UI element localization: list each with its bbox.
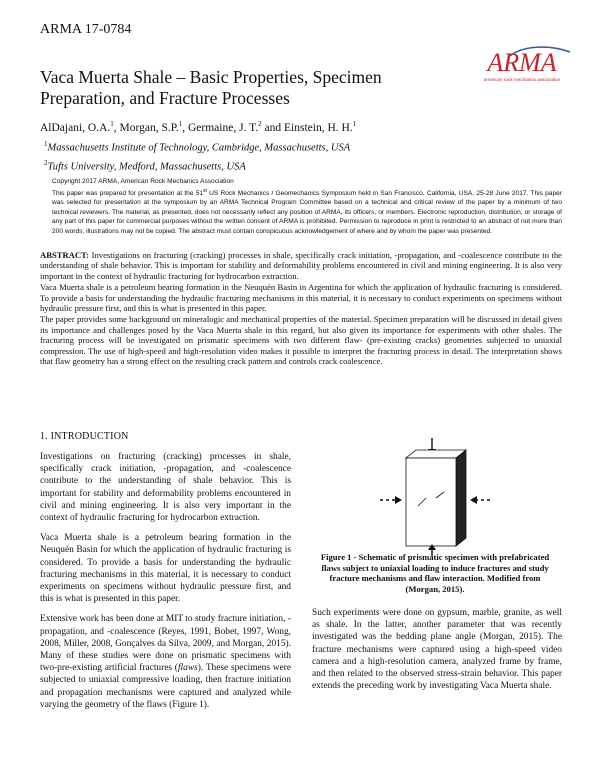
body-paragraph: Such experiments were done on gypsum, marble, granite, as well as shale. In the latter, another parameter that was recently investigated was the bedding plane angle (Morgan, 2015). The fracture mechanisms were captured using a high-speed video camera and a high-resolution camera, analyzed frame by frame, and then related to the observed stress-strain behavior. This paper extends the preceding work by investigating Vaca Muerta shale. [312, 608, 562, 692]
figure-1 [310, 436, 562, 558]
confining-arrow-left-head [395, 496, 402, 504]
abstract-paragraph: The paper provides some background on mineralogic and mechanical properties of the material. Specimen preparation will be discussed in detail given its importance and challenges posed by the Vaca Muerta shale in this regard, but also given its importance for experiments with other shales. The fracturing process will be investigated on prismatic specimens with two different flaw- (pre-existing cracks) geometries subjected to uniaxial compression. The use of high-speed and high-resolution video makes it possible to interpret the fracturing process in detail. The interpretation shows that flaw geometry has a strong effect on the resulting crack pattern and controls crack coalescence. [40, 314, 562, 367]
confining-arrow-right-head [470, 496, 477, 504]
section-heading: 1. INTRODUCTION [40, 431, 129, 442]
author: AlDajani, O.A. [40, 121, 111, 134]
author: Einstein, H. H. [284, 121, 353, 134]
affiliation: $^1$Massachusetts Institute of Technology, Cambridge, Massachusetts, USA [44, 140, 351, 154]
arma-logo-graphic [470, 44, 574, 84]
affiliations [44, 137, 564, 174]
author-affiliation-mark: 1 [110, 120, 114, 128]
copyright-text: This paper was prepared for presentation at the 51st US Rock Mechanics / Geomechanics Symposium held in San Francisco, California, USA, 25-28 June 2017. This paper was selected for presentation at the symposium by an ARMA Technical Program Committee based on a technical and critical review of the paper by a minimum of two technical reviewers. The material, as presented, does not necessarily reflect any position of ARMA, its officers, or members. Electronic reproduction, distribution, or storage of any part of this paper for commercial purposes without the written consent of ARMA is prohibited. Permission to reproduce in print is restricted to an abstract of not more than 200 words; illustrations may not be copied. The abstract must contain conspicuous acknowledgement of where and by whom the paper was presented. [52, 187, 562, 235]
right-column [312, 607, 562, 692]
author-list: AlDajani, O.A.$^1$, Morgan, S.P.$^1$, Germaine, J. T.$^2$ and Einstein, H. H.$^1$ [40, 120, 357, 134]
author-affiliation-mark: 2 [258, 120, 262, 128]
abstract-paragraph: ABSTRACT: Investigations on fracturing (cracking) processes in shale, specifically crack initiation, -propagation, and -coalescence contribute to the understanding of shale behavior. This is important for stability and deformability problems encountered in civil and mining engineering. It is also very important in the context of hydraulic fracturing for hydrocarbon extraction. [40, 250, 562, 281]
svg-text:ARMA: ARMA [487, 48, 557, 77]
specimen-side-face [456, 450, 466, 546]
paper-id: ARMA 17-0784 [40, 22, 132, 37]
abstract [40, 250, 562, 367]
svg-text:american rock mechanics associ: american rock mechanics association [483, 77, 561, 82]
body-paragraph: Extensive work has been done at MIT to study fracture initiation, -propagation, and -coalescence (Reyes, 1991, Bobet, 1997, Wong, 2008, Miller, 2008, Gonçalves da Silva, 2009, and Morgan, 2015). Many of these studies were done on prismatic specimens with two-pre-existing artificial fractures (flaws). These specimens were subjected to uniaxial compressive loading, then fracture initiation and propagation mechanisms were captured and analyzed while varying the geometry of the flaws (Figure 1). [40, 614, 292, 710]
abstract-paragraph: Vaca Muerta shale is a petroleum bearing formation in the Neuquén Basin in Argentina for which the application of hydraulic fracturing is considered. To provide a basis for understanding the hydraulic fracturing mechanisms in this material, it is necessary to conduct experiments on specimens without hydraulic pressure first, and this is what is presented in this paper. [40, 282, 562, 314]
specimen-front-face [406, 458, 456, 546]
specimen-schematic [310, 436, 562, 558]
arma-logo [470, 44, 574, 84]
author-affiliation-mark: 1 [178, 120, 183, 128]
author-affiliation-mark: 1 [352, 120, 357, 128]
copyright-line: Copyright 2017 ARMA, American Rock Mechanics Association [52, 178, 234, 185]
left-column [40, 451, 291, 719]
affiliation: $^2$Tufts University, Medford, Massachusetts, USA [44, 158, 246, 172]
title-line-1: Vaca Muerta Shale – Basic Properties, Specimen [40, 67, 382, 87]
copyright-notice [52, 177, 562, 236]
figure-caption: Figure 1 - Schematic of prismatic specimen with prefabricated flaws subject to uniaxial loading to induce fractures and study fracture mechanisms and flaw interaction. Modified from (Morgan, 2015). [320, 552, 550, 594]
abstract-label: ABSTRACT: [40, 250, 90, 260]
body-paragraph: Vaca Muerta shale is a petroleum bearing formation in the Neuquén Basin for which the application of hydraulic fracturing is considered. To provide a basis for understanding the hydraulic fracturing mechanisms in this material, it is necessary to conduct experiments on specimens without hydraulic pressure first, and this is what is presented in this paper. [40, 533, 291, 605]
title-line-2: Preparation, and Fracture Processes [40, 88, 290, 108]
author: Germaine, J. T. [187, 121, 259, 134]
paper-title [40, 67, 410, 109]
author: Morgan, S.P. [119, 121, 179, 134]
body-paragraph: Investigations on fracturing (cracking) processes in shale, specifically crack initiation, -propagation, and -coalescence contribute to the understanding of shale behavior. This is important for stability and deformability problems encountered in civil and mining engineering. It is also very important in the context of hydraulic fracturing for hydrocarbon extraction. [40, 452, 291, 524]
